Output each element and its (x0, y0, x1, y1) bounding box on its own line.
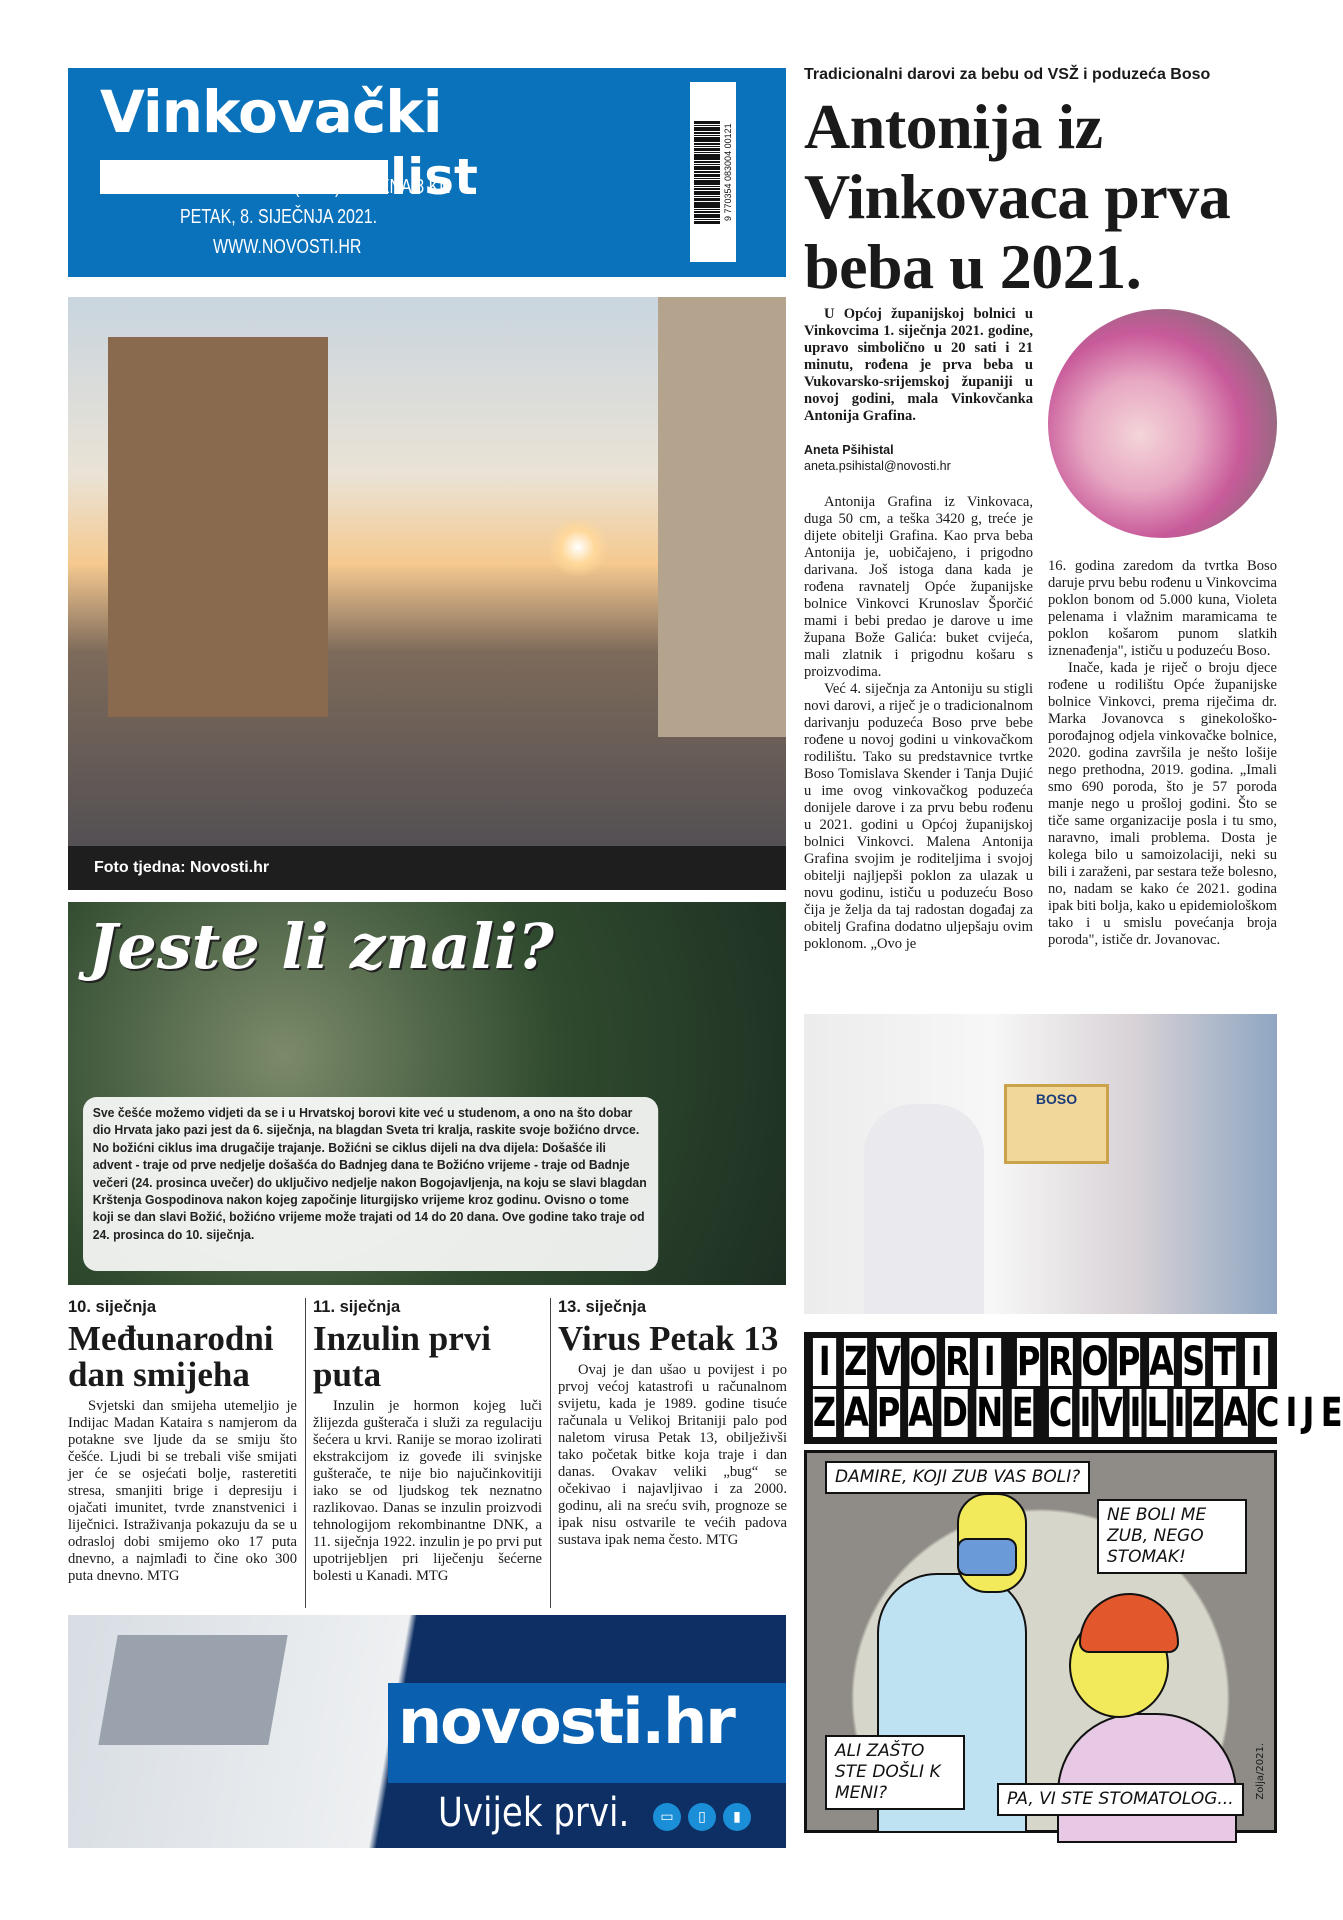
comic-strip (804, 1332, 1343, 1833)
calendar-title: Inzulin prvi puta (313, 1319, 491, 1394)
monitor-icon: ▭ (653, 1803, 681, 1831)
barcode (690, 82, 736, 262)
title-letter: O (1081, 1339, 1109, 1385)
calendar-item (313, 1298, 542, 1585)
title-letter: I (813, 1338, 837, 1386)
calendar-text: Inzulin je hormon kojeg luči žlijezda gušterača i služi za regulaciju šećera u krvi. Ranije se morao izolirati ekstrakcijom iz goveđe ili svinjske gušterače, te nije bio najučinkovitiji iako se od ljudskog tek neznatno razlikovao. Danas se inzulin proizvodi tehnologijom rekombinantne DNK, a 11. siječnja 1922. inzulin je po prvi put upotrijebljen pri liječenju šećerne bolesti u Kanadi. MTG (313, 1398, 542, 1584)
calendar-text: Ovaj je dan ušao u povijest i po prvoj većoj katastrofi u računalnom svijetu, kada je 1989. godine tisuće računala u Velikoj Britaniji palo pod naletom virusa Petak 13, obilježivši tako početak bitke koja traje i dan danas. Ovakav veliki „bug“ se očekivao i najavljivao i za 2000. godinu, ali na sreću svih, prognoze se ipak nisu ostvarile te većih padova sustava ipak nema često. MTG (558, 1362, 787, 1548)
title-letter: Z (844, 1339, 868, 1385)
did-you-know-box (68, 902, 786, 1285)
title-letter: I (978, 1338, 1002, 1386)
calendar-text: Svjetski dan smijeha utemeljio je Indijac Madan Kataira s namjerom da potakne sve ljude da se smiju što češće. Ljudi bi se trebali više smijati jer će se osjećati bolje, rasteretiti stresa, smanjiti brige i depresiju i ojačati imunitet, tvrde znanstvenici i liječnici. Istraživanja pokazuju da se u odrasloj dobi smijemo oko 17 puta dnevno, a najmlađi to čine oko 300 puta dnevno. MTG (68, 1398, 297, 1584)
author-email[interactable]: aneta.psihistal@novosti.hr (804, 459, 951, 473)
mother-baby-photo (1048, 309, 1277, 538)
title-letter: O (909, 1339, 937, 1385)
title-letter: E (1320, 1390, 1343, 1436)
title-letter: D (941, 1390, 969, 1436)
paragraph: Antonija Grafina iz Vinkovaca, duga 50 cm, a teška 3420 g, treće je dijete obitelji Grafina. Kao prva beba Antonija je, uobičajeno, i prigodno darivana. Još istoga dana kada je rođena ravnatelj Opće županijske bolnice Vinkovci Krunoslav Šporčić mami i bebi predao je darove u ime župana Bože Galića: buket cvijeća, mali zlatnik i prigodnu košaru s proizvodima. (804, 494, 1033, 680)
column-divider (305, 1298, 306, 1608)
title-letter: I (1129, 1390, 1141, 1436)
title-separator (1007, 1338, 1012, 1386)
masthead (68, 68, 786, 277)
paragraph: Sve češće možemo vidjeti da se i u Hrvatskoj borovi kite već u studenom, a ono na što dobar dio Hrvata jako pazi jest da 6. siječnja, na blagdan Sveta tri kralja, raskite svoje božićno drvce. (92, 1106, 640, 1138)
calendar-item (558, 1298, 787, 1549)
face-mask (957, 1538, 1017, 1576)
did-you-know-title: Jeste li znali? (88, 910, 554, 983)
title-letter: L (1146, 1390, 1168, 1436)
paragraph: No božićni ciklus ima drugačije trajanje. Božićni se ciklus dijeli na dva dijela: Došašće ili advent - traje od prve nedjelje došašća do Badnjeg dana te Božićno vrijeme - traje od Badnje večeri (24. prosinca uvečer) do uključivo nedjelje nakon Bogojavljenja, na koju se slavi blagdan Krštenja Gospodinova nakon kojeg započinje liturgijsko vrijeme kroz godinu. Ovisno o tome koji se dan slavi Božić, božićno vrijeme može trajati od 14 do 20 dana. Ove godine tako traje od 24. prosinca do 10. siječnja. (92, 1140, 647, 1242)
title-letter: E (1011, 1390, 1034, 1436)
website-link[interactable]: WWW.NOVOSTI.HR (213, 236, 362, 258)
gift-sign: BOSO (1004, 1084, 1109, 1164)
photo-of-the-week (68, 297, 786, 890)
speech-bubble: DAMIRE, KOJI ZUB VAS BOLI? (825, 1461, 1090, 1494)
paragraph: Već 4. siječnja za Antoniju su stigli novi darovi, a riječ je o tradicionalnom darivanju poduzeća Boso prve bebe rođene u novoj godini u vinkovačkom rodilištu. Tako su predstavnice tvrtke Boso Tomislava Skender i Tanja Dujić u ime ovog vinkovačkog poduzeća donijele darove i za prvu bebu rođenu u 2021. godini u Općoj županijskoj bolnici Vinkovci. Malena Antonija Grafina svojim je roditeljima i svojoj obitelji najljepši poklon za ulazak u novu godinu, ističu u poduzeću Boso čija je želja da taj radostan događaj za obitelj Grafina dodatno uljepšaju ovim poklonom. „Ovo je (804, 681, 1033, 952)
article-kicker: Tradicionalni darovi za bebu od VSŽ i poduzeća Boso (804, 66, 1211, 83)
title-letter: S (1181, 1339, 1205, 1385)
mother-figure (864, 1104, 984, 1314)
logo-title: Vinkovački (100, 78, 442, 146)
title-letter: C (1049, 1390, 1073, 1436)
title-letter: A (1222, 1390, 1248, 1436)
hospital-photo (804, 1014, 1277, 1314)
calendar-date: 10. siječnja (68, 1298, 157, 1316)
title-letter: Z (812, 1390, 837, 1436)
ad-slogan: Uvijek prvi. (438, 1790, 630, 1836)
title-letter: I (1079, 1390, 1092, 1436)
barcode-digits: 9 770354 083004 00121 (723, 123, 733, 221)
paragraph: Inače, kada je riječ o broju djece rođene u rodilištu Opće županijske bolnice Vinkovci, prema riječima dr. Marka Jovanovca s ginekološko-porođajnog odjela vinkovačke bolnice, 2020. godina završila je nešto lošije nego prethodna, 2019. godina. „Imali smo 690 poroda, što je 57 poroda manje nego u prošloj godini. Što se tiče same organizacije posla i tu smo, naravno, imali problema. Dosta je kolega bilo u samoizolaciji, neki su bili i zaraženi, par sestara teže bolesno, no, nadam se kako će 2021. godina ipak biti bolja, kako u epidemiološkom tako i u smislu povećanja broja poroda", ističe dr. Jovanovac. (1048, 660, 1277, 948)
author-name: Aneta Pšihistal (804, 443, 894, 457)
article-headline: Antonija iz Vinkovaca prva beba u 2021. (804, 91, 1231, 302)
title-letter: N (976, 1390, 1004, 1436)
phone-icon: ▮ (723, 1803, 751, 1831)
calendar-title: Virus Petak 13 (558, 1319, 779, 1358)
comic-title (804, 1332, 1343, 1444)
laptop-shape (98, 1635, 287, 1745)
title-letter: I (1173, 1390, 1186, 1436)
calendar-item (68, 1298, 297, 1585)
paragraph: 16. godina zaredom da tvrtka Boso daruje prvu bebu rođenu u Vinkovcima poklon bonom od 5.000 kuna, Violeta pelenama i vlažnim maramicama te poklon košarom punom slatkih iznenađenja", ističu u poduzeću Boso. (1048, 558, 1277, 659)
logo-subtitle: list (390, 148, 478, 206)
title-letter: A (844, 1390, 869, 1436)
title-letter: R (944, 1339, 970, 1385)
speech-bubble: ALI ZAŠTO STE DOŠLI K MENI? (825, 1735, 965, 1810)
title-letter: I (1244, 1338, 1268, 1386)
title-letter: P (1117, 1339, 1141, 1385)
comic-panel (804, 1450, 1277, 1833)
article-column-2 (1048, 558, 1277, 949)
issue-info: GODINA MMXXI • BROJ 1 (3466) • CIJENA 8 KN (100, 176, 451, 198)
speech-bubble: PA, VI STE STOMATOLOG... (997, 1783, 1244, 1816)
article-column-1 (804, 494, 1033, 953)
did-you-know-text (83, 1097, 658, 1271)
building-shape (658, 297, 786, 737)
title-letter: C (1255, 1390, 1280, 1436)
title-letter: V (875, 1339, 901, 1385)
title-letter: Z (1191, 1390, 1215, 1436)
article-lead: U Općoj županijskoj bolnici u Vinkovcima 1. siječnja 2021. godine, upravo simbolično u 20 sati i 21 minutu, rođena je prva beba u Vukovarsko-srijemskoj županiji u novoj godini, mala Vinkovčanka Antonija Grafina. (804, 306, 1033, 424)
calendar-date: 13. siječnja (558, 1298, 647, 1316)
novosti-ad[interactable] (68, 1615, 786, 1848)
column-divider (550, 1298, 551, 1608)
sun (548, 517, 608, 577)
title-letter: R (1048, 1339, 1074, 1385)
patient-hair (1079, 1593, 1179, 1653)
tablet-icon: ▯ (688, 1803, 716, 1831)
patient-body (1057, 1713, 1237, 1843)
title-letter: J (1302, 1390, 1315, 1436)
calendar-title: Međunarodni dan smijeha (68, 1319, 274, 1394)
byline (804, 442, 951, 474)
building-shape (108, 337, 328, 717)
artist-signature: Zolja/2021. (1255, 1743, 1266, 1800)
title-letter: I (1285, 1390, 1298, 1436)
comic-title-row (810, 1338, 1271, 1386)
comic-title-row (810, 1389, 1343, 1437)
title-separator (1039, 1389, 1044, 1437)
title-letter: T (1213, 1339, 1236, 1385)
title-letter: P (1017, 1339, 1041, 1385)
photo-caption: Foto tjedna: Novosti.hr (68, 846, 786, 890)
ad-logo: novosti.hr (398, 1685, 734, 1758)
calendar-date: 11. siječnja (313, 1298, 401, 1316)
issue-date: PETAK, 8. SIJEČNJA 2021. (180, 206, 378, 228)
title-letter: A (1148, 1339, 1174, 1385)
title-letter: A (908, 1390, 934, 1436)
speech-bubble: NE BOLI ME ZUB, NEGO STOMAK! (1097, 1499, 1247, 1574)
title-letter: P (876, 1390, 901, 1436)
title-letter: V (1097, 1390, 1123, 1436)
